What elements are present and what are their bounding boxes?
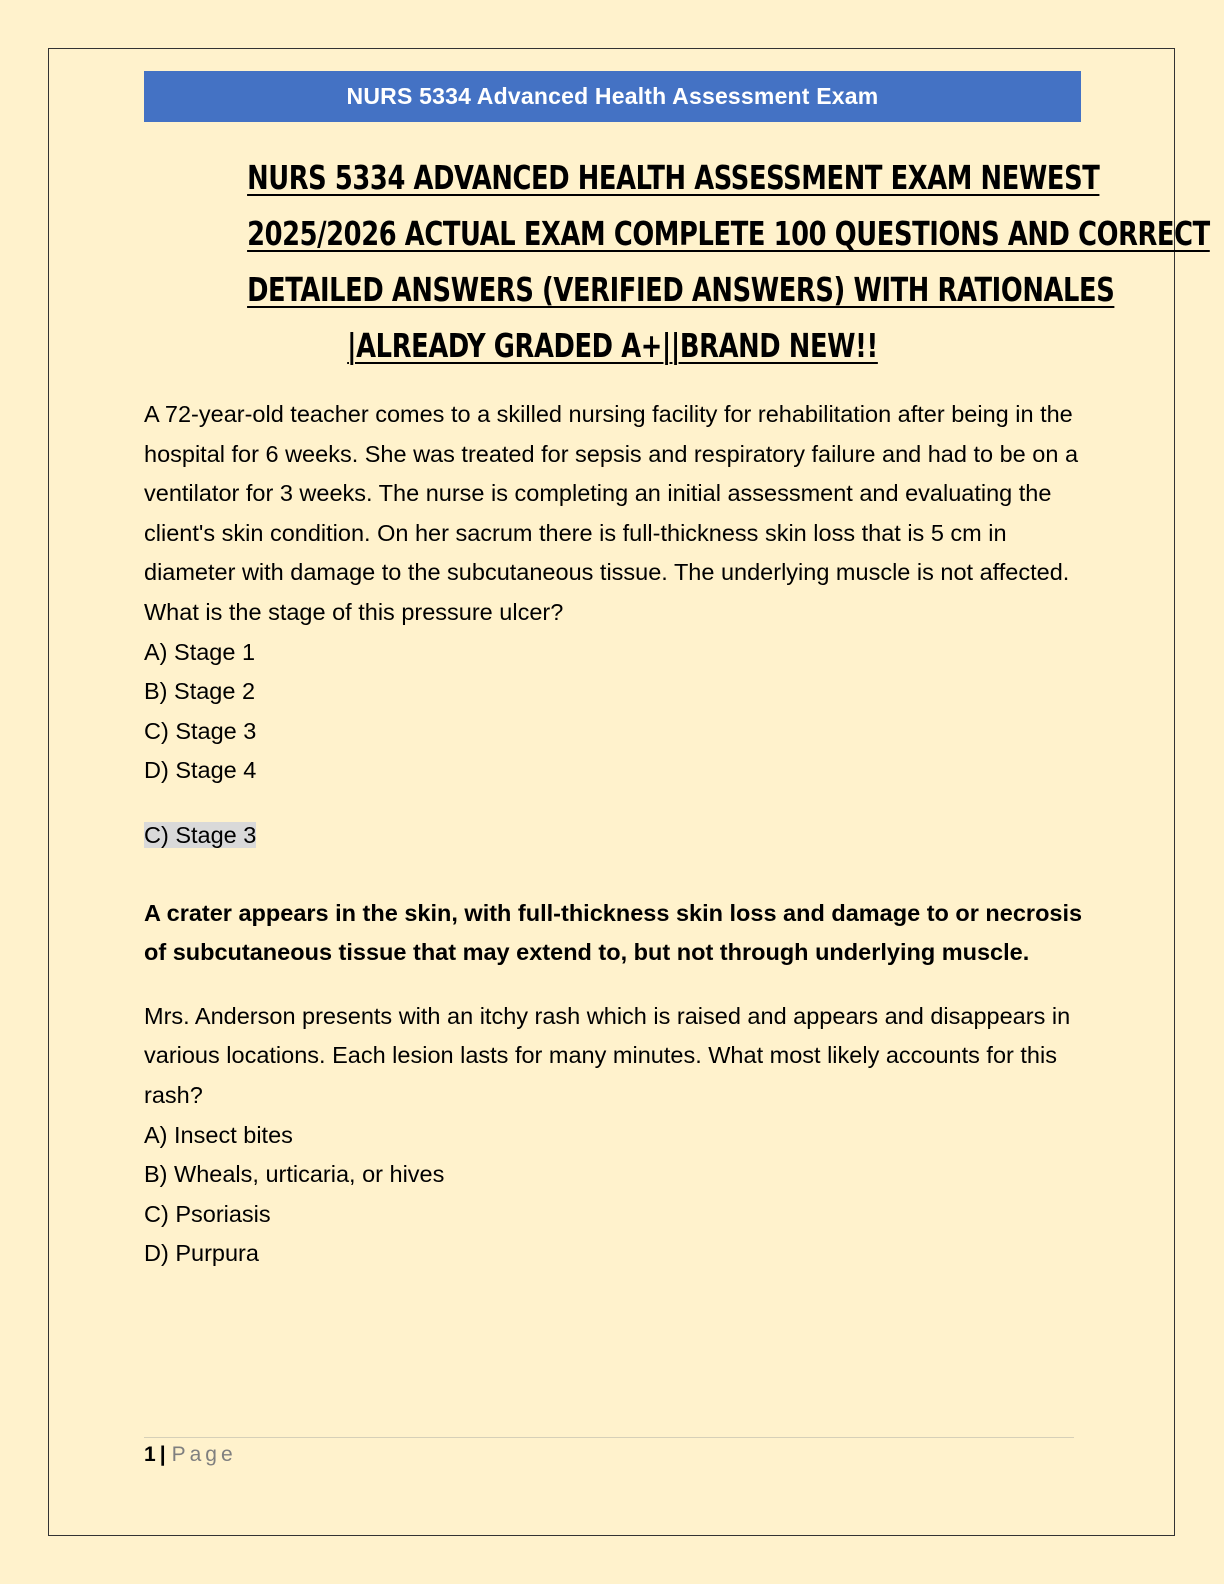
option-d: D) Purpura bbox=[144, 1240, 259, 1267]
document-header bbox=[144, 71, 1081, 122]
footer-divider bbox=[144, 1437, 1074, 1438]
answer-options bbox=[144, 633, 1084, 791]
option-a: A) Insect bites bbox=[144, 1121, 293, 1148]
page-label: Page bbox=[171, 1443, 237, 1466]
question-text: A 72-year-old teacher comes to a skilled nursing facility for rehabilitation after being in the hospital for 6 weeks. She was treated for sepsis and respiratory failure and had to be on a ventilator for 3 weeks. The nurse is completing an initial assessment and evaluating the client's skin condition. On her sacrum there is full-thickness skin loss that is 5 cm in diameter with damage to the subcutaneous tissue. The underlying muscle is not affected. What is the stage of this pressure ulcer? bbox=[144, 401, 1079, 625]
question-text: Mrs. Anderson presents with an itchy rash which is raised and appears and disappears in various locations. Each lesion lasts for many minutes. What most likely accounts for this rash? bbox=[144, 1002, 1071, 1108]
title-line-4: |ALREADY GRADED A+||BRAND NEW!! bbox=[347, 326, 878, 365]
page-footer bbox=[144, 1440, 237, 1470]
option-a: A) Stage 1 bbox=[144, 638, 256, 665]
rationale: A crater appears in the skin, with full-thickness skin loss and damage to or necrosis of subcutaneous tissue that may extend to, but not through underlying muscle. bbox=[144, 899, 1083, 966]
option-c: C) Stage 3 bbox=[144, 717, 257, 744]
page-number: 1 bbox=[144, 1443, 156, 1466]
title-line-3: DETAILED ANSWERS (VERIFIED ANSWERS) WITH RATIONALES bbox=[247, 270, 1115, 309]
question-2 bbox=[144, 997, 1084, 1274]
document-title bbox=[247, 150, 1210, 374]
document-body bbox=[144, 395, 1084, 1274]
title-line-2: 2025/2026 ACTUAL EXAM COMPLETE 100 QUESTIONS AND CORRECT bbox=[247, 214, 1210, 253]
header-title: NURS 5334 Advanced Health Assessment Exam bbox=[346, 83, 879, 109]
question-1 bbox=[144, 395, 1084, 973]
answer-options bbox=[144, 1116, 1084, 1274]
option-d: D) Stage 4 bbox=[144, 757, 257, 784]
option-b: B) Wheals, urticaria, or hives bbox=[144, 1161, 445, 1188]
correct-answer-highlight: C) Stage 3 bbox=[144, 821, 257, 848]
footer-separator: | bbox=[159, 1443, 166, 1466]
option-c: C) Psoriasis bbox=[144, 1200, 271, 1227]
title-line-1: NURS 5334 ADVANCED HEALTH ASSESSMENT EXAM NEWEST bbox=[247, 158, 1100, 197]
correct-answer bbox=[144, 816, 1084, 856]
option-b: B) Stage 2 bbox=[144, 678, 256, 705]
